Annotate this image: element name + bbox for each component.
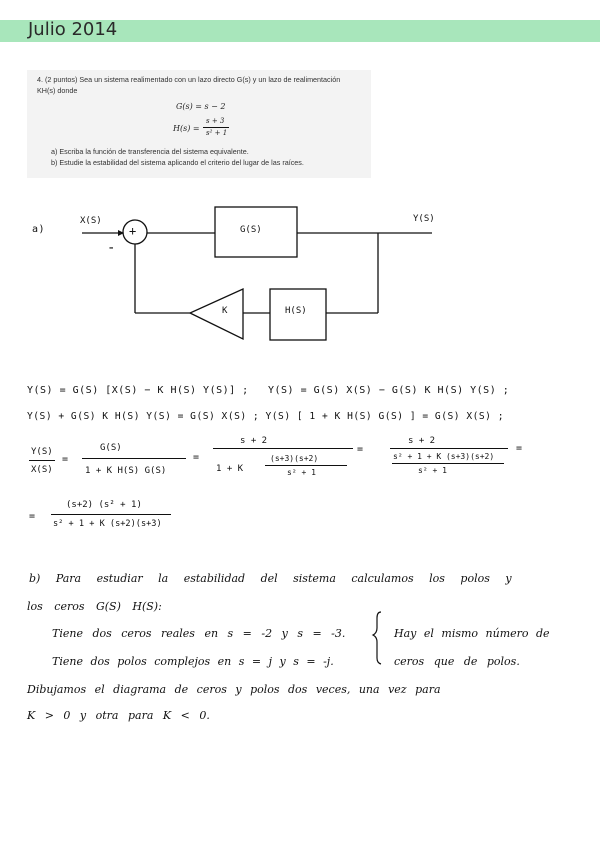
frac3-denominator-numerator: s² + 1 + K (s+3)(s+2) xyxy=(393,452,495,461)
h-block-label: H(S) xyxy=(285,306,307,316)
page-title: Julio 2014 xyxy=(28,19,118,40)
frac2-inner-denominator: s² + 1 xyxy=(287,468,316,477)
sum-plus-sign: + xyxy=(129,224,137,238)
part-b-line-5: Dibujamos el diagrama de ceros y polos dos veces, una vez para xyxy=(27,683,441,696)
frac3-denominator-denominator: s² + 1 xyxy=(418,466,447,475)
frac3-numerator: s + 2 xyxy=(408,436,436,446)
equals-5: = xyxy=(29,511,36,522)
g-equation: G(s) = s − 2 xyxy=(176,102,226,111)
g-block-label: G(S) xyxy=(240,225,262,235)
equals-3: = xyxy=(357,444,364,455)
frac2-denominator-prefix: 1 + K xyxy=(216,464,244,474)
k-block-label: K xyxy=(222,306,228,316)
note-line-2: ceros que de polos. xyxy=(394,655,520,668)
part-a-label: a) xyxy=(32,224,46,235)
lhs-numerator: Y(S) xyxy=(31,447,53,457)
note-line-1: Hay el mismo número de xyxy=(394,627,550,640)
frac4-denominator: s² + 1 + K (s+2)(s+3) xyxy=(53,519,162,529)
equals-1: = xyxy=(62,454,69,465)
equals-2: = xyxy=(193,452,200,463)
part-b-line-1: b) Para estudiar la estabilidad del sistema calculamos los polos y xyxy=(29,572,512,585)
sum-minus-sign: - xyxy=(107,240,116,256)
h-equation-numerator: s + 3 xyxy=(206,117,225,125)
derivation-line-2: Y(S) + G(S) K H(S) Y(S) = G(S) X(S) ; Y(S) [ 1 + K H(S) G(S) ] = G(S) X(S) ; xyxy=(27,411,504,422)
problem-line-2: KH(s) donde xyxy=(37,86,78,95)
frac1-denominator: 1 + K H(S) G(S) xyxy=(85,466,167,476)
output-label: Y(S) xyxy=(413,214,435,224)
problem-item-a: a) Escriba la función de transferencia del sistema equivalente. xyxy=(51,147,249,156)
problem-line-1: 4. (2 puntos) Sea un sistema realimentado con un lazo directo G(s) y un lazo de realimentación xyxy=(37,75,341,84)
h-equation-denominator: s² + 1 xyxy=(206,129,228,137)
part-b-line-2: los ceros G(S) H(S): xyxy=(27,600,162,613)
zeros-statement: Tiene dos ceros reales en s = -2 y s = -3. xyxy=(52,627,346,640)
equals-4: = xyxy=(516,443,523,454)
problem-item-b: b) Estudie la estabilidad del sistema aplicando el criterio del lugar de las raíces. xyxy=(51,158,304,167)
h-equation-lhs: H(s) = xyxy=(173,124,200,133)
derivation-line-1b: Y(S) = G(S) X(S) − G(S) K H(S) Y(S) ; xyxy=(268,385,510,396)
derivation-line-1a: Y(S) = G(S) [X(S) − K H(S) Y(S)] ; xyxy=(27,385,249,396)
frac4-numerator: (s+2) (s² + 1) xyxy=(66,500,142,510)
part-b-line-6: K > 0 y otra para K < 0. xyxy=(27,709,210,722)
input-label: X(S) xyxy=(80,216,102,226)
poles-statement: Tiene dos polos complejos en s = j y s = -j. xyxy=(52,655,334,668)
frac1-numerator: G(S) xyxy=(100,443,122,453)
frac2-inner-numerator: (s+3)(s+2) xyxy=(270,454,319,463)
frac2-numerator: s + 2 xyxy=(240,436,268,446)
lhs-denominator: X(S) xyxy=(31,465,53,475)
